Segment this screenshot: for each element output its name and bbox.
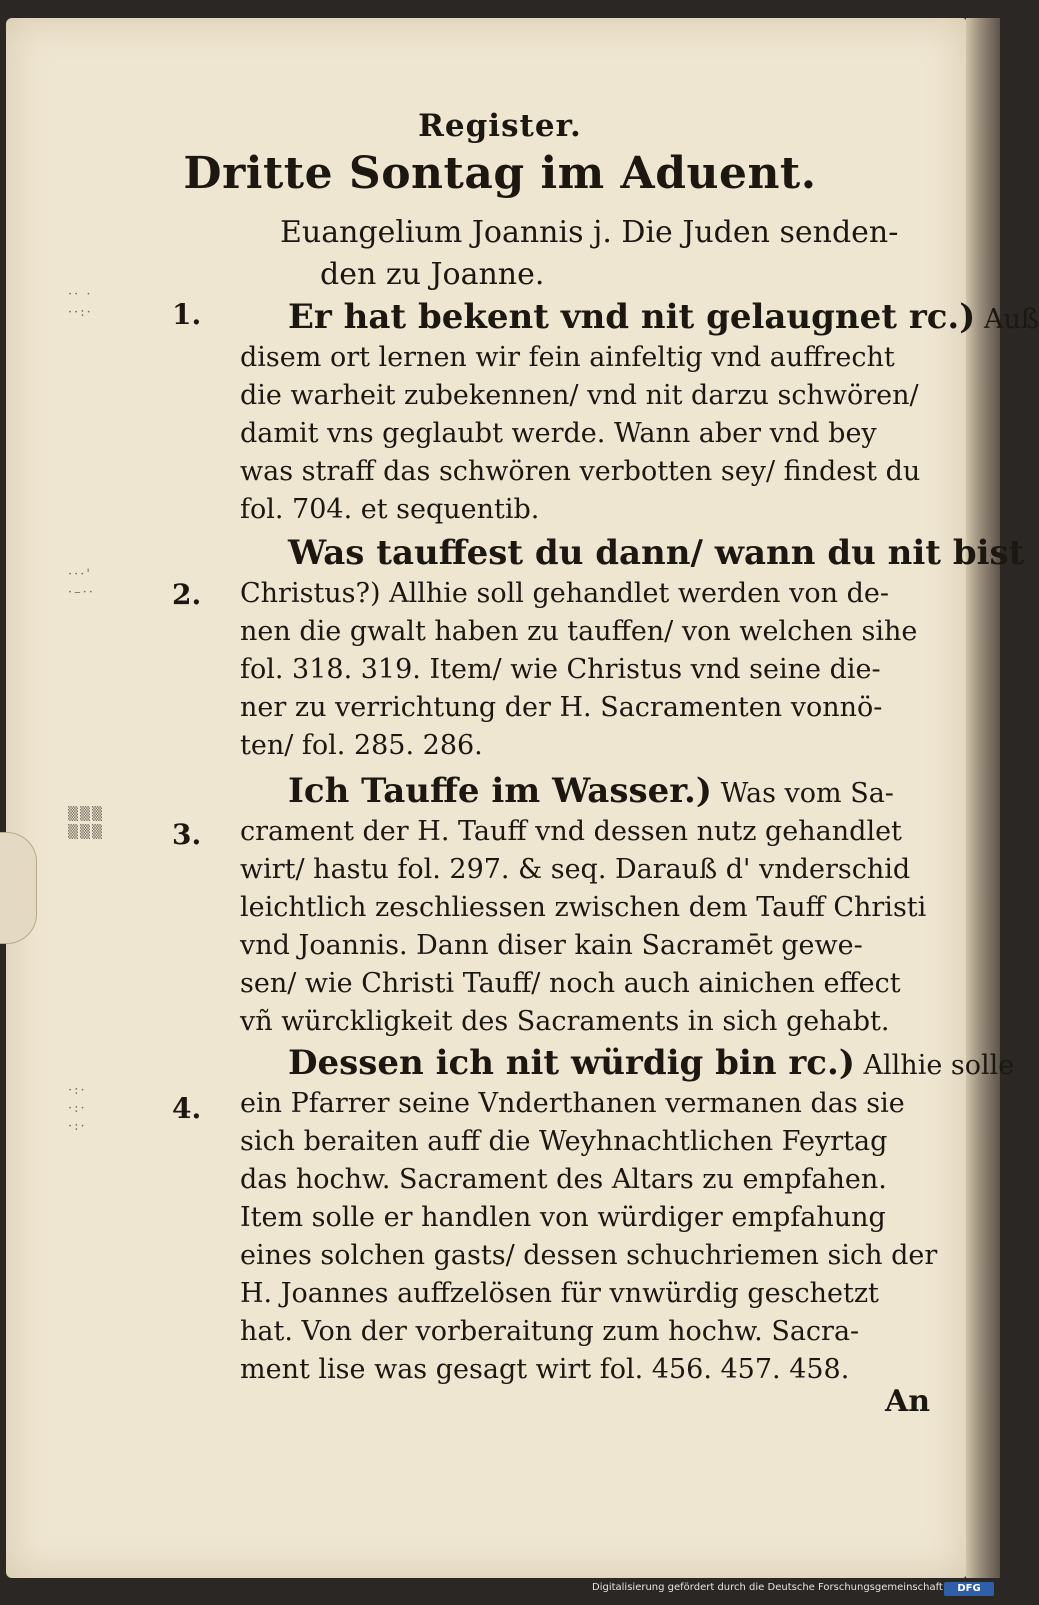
entry-line: wirt/ hastu fol. 297. & seq. Darauß d' vnderschid bbox=[240, 854, 911, 885]
entry-line: disem ort lernen wir fein ainfeltig vnd auffrecht bbox=[240, 342, 895, 373]
entry-line: damit vns geglaubt werde. Wann aber vnd bey bbox=[240, 418, 877, 449]
entry-line: H. Joannes auffzelösen für vnwürdig geschetzt bbox=[240, 1278, 879, 1309]
margin-mark: ·· · ··:· bbox=[68, 287, 93, 320]
running-title: Register. bbox=[418, 108, 582, 144]
entry-3 bbox=[240, 772, 930, 1041]
dfg-logo: DFG bbox=[944, 1582, 994, 1596]
entry-lemma: Er hat bekent vnd nit gelaugnet rc.) bbox=[288, 297, 976, 337]
margin-mark: ▒▒▒ ▒▒▒ bbox=[68, 807, 104, 840]
margin-mark: ·:· ·:· ·:· bbox=[68, 1083, 87, 1134]
entry-lemma: Ich Tauffe im Wasser.) bbox=[288, 771, 712, 811]
entry-number: 2. bbox=[172, 578, 202, 611]
entry-line: Allhie solle bbox=[863, 1050, 1015, 1081]
entry-line: Was vom Sa- bbox=[720, 778, 894, 809]
margin-mark: ···' ·–·· bbox=[68, 567, 95, 600]
gospel-line-2: den zu Joanne. bbox=[320, 257, 545, 292]
entry-1 bbox=[240, 297, 1039, 529]
entry-line: sich beraiten auff die Weyhnachtlichen Feyrtag bbox=[240, 1126, 888, 1157]
entry-line: sen/ wie Christi Tauff/ noch auch ainichen effect bbox=[240, 968, 901, 999]
section-title: Dritte Sontag im Aduent. bbox=[183, 148, 817, 199]
entry-line: fol. 318. 319. Item/ wie Christus vnd seine die- bbox=[240, 654, 881, 685]
page-tab bbox=[0, 832, 37, 944]
catchword: An bbox=[885, 1384, 931, 1419]
digitization-credit: Digitalisierung gefördert durch die Deutsche Forschungsgemeinschaft bbox=[592, 1582, 943, 1593]
entry-line: vñ würckligkeit des Sacraments in sich gehabt. bbox=[240, 1006, 890, 1037]
entry-line: ment lise was gesagt wirt fol. 456. 457. 458. bbox=[240, 1354, 850, 1385]
entry-line: vnd Joannis. Dann diser kain Sacramēt gewe- bbox=[240, 930, 863, 961]
entry-line: was straff das schwören verbotten sey/ findest du bbox=[240, 456, 921, 487]
entry-line: crament der H. Tauff vnd dessen nutz gehandlet bbox=[240, 816, 902, 847]
entry-lemma: Dessen ich nit würdig bin rc.) bbox=[288, 1043, 855, 1083]
entry-line: fol. 704. et sequentib. bbox=[240, 494, 540, 525]
entry-line: ner zu verrichtung der H. Sacramenten vonnö- bbox=[240, 692, 883, 723]
entry-line: ten/ fol. 285. 286. bbox=[240, 730, 483, 761]
entry-line: Auß bbox=[983, 304, 1039, 335]
gospel-heading bbox=[280, 212, 920, 296]
entry-line: leichtlich zeschliessen zwischen dem Tauff Christi bbox=[240, 892, 927, 923]
gospel-line-1: Euangelium Joannis j. Die Juden senden- bbox=[280, 215, 899, 250]
entry-number: 3. bbox=[172, 818, 202, 851]
entry-line: das hochw. Sacrament des Altars zu empfahen. bbox=[240, 1164, 887, 1195]
entry-line: nen die gwalt haben zu tauffen/ von welchen sihe bbox=[240, 616, 918, 647]
book-spine bbox=[966, 18, 1000, 1578]
entry-2 bbox=[240, 533, 1025, 765]
entry-line: Item solle er handlen von würdiger empfahung bbox=[240, 1202, 886, 1233]
entry-4 bbox=[240, 1043, 1015, 1389]
entry-line: ein Pfarrer seine Vnderthanen vermanen das sie bbox=[240, 1088, 905, 1119]
entry-line: Christus?) Allhie soll gehandlet werden von de- bbox=[240, 578, 890, 609]
entry-line: die warheit zubekennen/ vnd nit darzu schwören/ bbox=[240, 380, 919, 411]
entry-lemma: Was tauffest du dann/ wann du nit bist bbox=[288, 533, 1025, 573]
entry-line: hat. Von der vorberaitung zum hochw. Sacra- bbox=[240, 1316, 860, 1347]
entry-number: 1. bbox=[172, 298, 202, 331]
entry-number: 4. bbox=[172, 1092, 202, 1125]
entry-line: eines solchen gasts/ dessen schuchriemen sich der bbox=[240, 1240, 938, 1271]
